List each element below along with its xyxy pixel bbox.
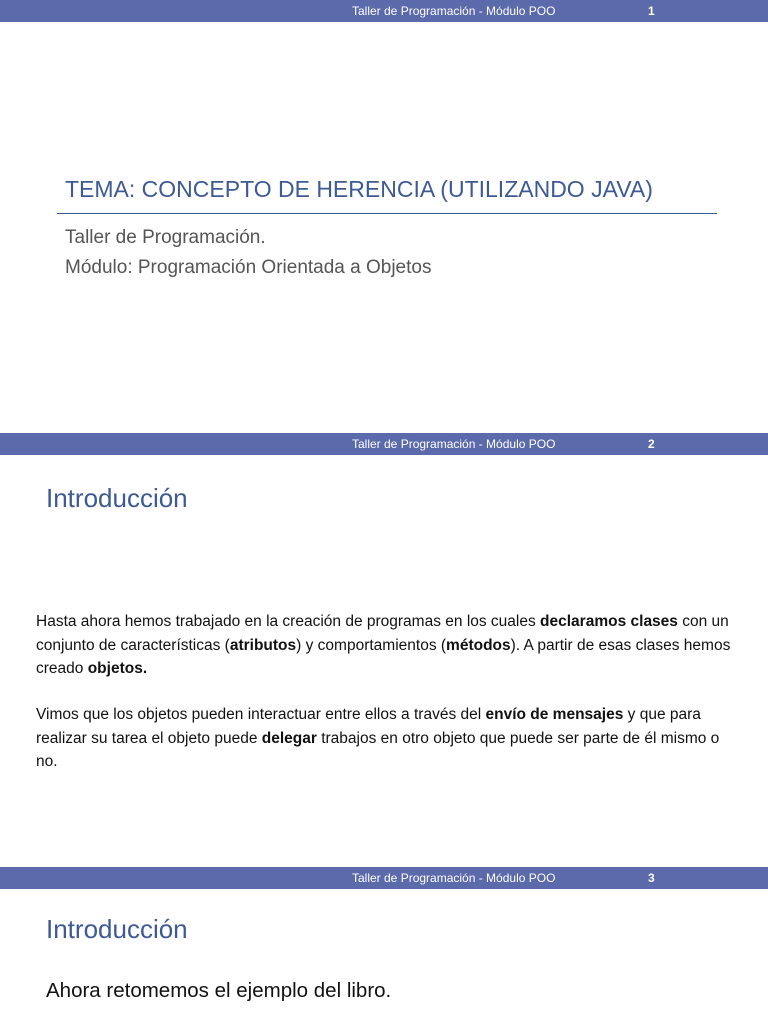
slide-2 xyxy=(0,433,768,867)
slide-number: 1 xyxy=(648,4,655,18)
slide-number: 3 xyxy=(648,871,655,885)
header-title: Taller de Programación - Módulo POO xyxy=(352,437,556,451)
bold-term: envío de mensajes xyxy=(485,706,624,723)
slide-heading: Introducción xyxy=(46,483,188,513)
subtitle-line: Módulo: Programación Orientada a Objetos xyxy=(65,257,432,278)
subtitle-line: Taller de Programación. xyxy=(65,227,266,248)
bold-term: declaramos clases xyxy=(540,613,678,630)
body-paragraph: Hasta ahora hemos trabajado en la creación de programas en los cuales declaramos clases con un conjunto de características (atributos) y comportamientos (métodos). A partir de esas clases hemos creado objetos. xyxy=(36,613,731,677)
slide-3 xyxy=(0,867,768,1024)
bold-term: delegar xyxy=(261,729,317,747)
slide-header xyxy=(0,433,768,455)
bold-term: objetos. xyxy=(87,660,148,677)
slide-header xyxy=(0,0,768,22)
slide-header xyxy=(0,867,768,889)
title-underline xyxy=(57,213,717,214)
bold-term: métodos xyxy=(446,636,511,654)
body-text: Ahora retomemos el ejemplo del libro. xyxy=(46,979,392,1002)
bold-term: atributos xyxy=(229,636,297,654)
slide-heading: Introducción xyxy=(46,914,188,944)
slide-1 xyxy=(0,0,768,433)
body-paragraph: Vimos que los objetos pueden interactuar entre ellos a través del envío de mensajes y que para realizar su tarea el objeto puede delegar trabajos en otro objeto que puede ser parte de él mismo o no. xyxy=(36,706,720,770)
header-title: Taller de Programación - Módulo POO xyxy=(352,871,556,885)
header-title: Taller de Programación - Módulo POO xyxy=(352,4,556,18)
slide-title: TEMA: CONCEPTO DE HERENCIA (UTILIZANDO JAVA) xyxy=(65,176,653,202)
slide-number: 2 xyxy=(648,437,655,451)
